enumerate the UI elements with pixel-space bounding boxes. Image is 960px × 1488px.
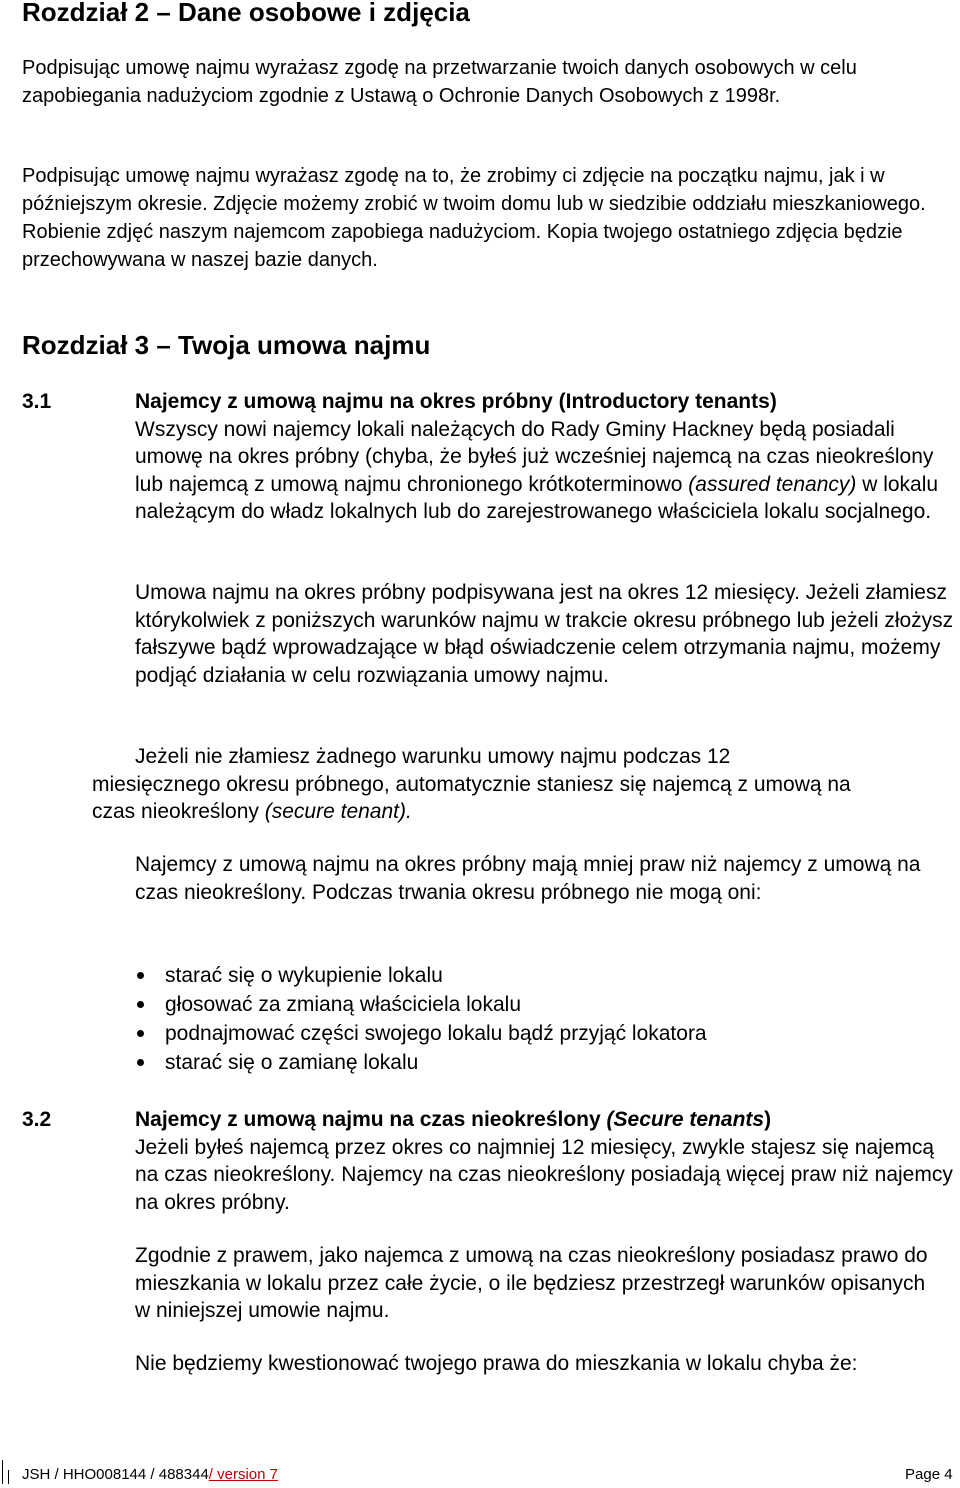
list-item: starać się o wykupienie lokalu bbox=[137, 961, 937, 990]
section-3-2-number: 3.2 bbox=[22, 1108, 52, 1131]
restrictions-list bbox=[137, 961, 937, 1077]
section-3-2-title: Najemcy z umową najmu na czas nieokreślony (Secure tenants) bbox=[135, 1108, 772, 1131]
section-3-1-body bbox=[135, 388, 957, 526]
chapter-2-heading: Rozdział 2 – Dane osobowe i zdjęcia bbox=[22, 0, 470, 27]
version-link[interactable]: / version 7 bbox=[208, 1466, 278, 1483]
footer-rule-2 bbox=[8, 1470, 9, 1484]
document-reference: JSH / HHO008144 / 488344/ version 7 bbox=[22, 1466, 278, 1483]
section-3-1-title: Najemcy z umową najmu na okres próbny (Introductory tenants) bbox=[135, 390, 777, 413]
bullet-icon bbox=[137, 1001, 144, 1008]
section-3-2-paragraph-1: Jeżeli byłeś najemcą przez okres co najmniej 12 miesięcy, zwykle stajesz się najemcą na czas nieokreślony. Najemcy na czas nieokreślony posiadają więcej praw niż najemcy na okres próbny. bbox=[135, 1135, 953, 1214]
footer-rule bbox=[2, 1460, 3, 1484]
bullet-icon bbox=[137, 1059, 144, 1066]
list-item: starać się o zamianę lokalu bbox=[137, 1048, 937, 1077]
section-3-1-paragraph-2: Umowa najmu na okres próbny podpisywana jest na okres 12 miesięcy. Jeżeli złamiesz którykolwiek z poniższych warunków najmu w trakcie okresu próbnego lub jeżeli złożysz fałszywe bądź wprowadzające w błąd oświadczenie celem otrzymania najmu, możemy podjąć działania w celu rozwiązania umowy najmu. bbox=[135, 581, 954, 687]
list-item: podnajmować części swojego lokalu bądź przyjąć lokatora bbox=[137, 1019, 937, 1048]
chapter-3-heading: Rozdział 3 – Twoja umowa najmu bbox=[22, 330, 431, 360]
section-3-2-paragraph-2: Zgodnie z prawem, jako najemca z umową na czas nieokreślony posiadasz prawo do mieszkania w lokalu przez całe życie, o ile będziesz przestrzegł warunków opisanych w niniejszej umowie najmu. bbox=[135, 1244, 928, 1322]
chapter-2-paragraph-2: Podpisując umowę najmu wyrażasz zgodę na to, że zrobimy ci zdjęcie na początku najmu, jak i w późniejszym okresie. Zdjęcie możemy zrobić w twoim domu lub w siedzibie oddziału mieszkaniowego. Robienie zdjęć naszym najemcom zapobiega nadużyciom. Kopia twojego ostatniego zdjęcia będzie przechowywana w naszej bazie danych. bbox=[22, 165, 926, 271]
section-3-2-paragraph-3: Nie będziemy kwestionować twojego prawa do mieszkania w lokalu chyba że: bbox=[135, 1352, 858, 1375]
section-3-1-paragraph-1: Wszyscy nowi najemcy lokali należących do Rady Gminy Hackney będą posiadali umowę na okres próbny (chyba, że byłeś już wcześniej najemcą na czas nieokreślony lub najemcą z umową najmu chronionego krótkoterminowo (assured tenancy) w lokalu należącym do władz lokalnych lub do zarejestrowanego właściciela lokalu socjalnego. bbox=[135, 417, 939, 523]
section-3-1-number: 3.1 bbox=[22, 390, 52, 413]
list-item: głosować za zmianą właściciela lokalu bbox=[137, 990, 937, 1019]
bullet-icon bbox=[137, 972, 144, 979]
section-3-2-body bbox=[135, 1106, 957, 1216]
chapter-2-paragraph-1: Podpisując umowę najmu wyrażasz zgodę na przetwarzanie twoich danych osobowych w celu zapobiegania nadużyciom zgodnie z Ustawą o Ochronie Danych Osobowych z 1998r. bbox=[22, 57, 857, 107]
section-3-1-paragraph-3: Jeżeli nie złamiesz żadnego warunku umowy najmu podczas 12 miesięcznego okresu próbnego, automatycznie staniesz się najemcą z umową na czas nieokreślony (secure tenant). bbox=[92, 745, 851, 823]
page-number: Page 4 bbox=[905, 1466, 953, 1483]
bullet-icon bbox=[137, 1030, 144, 1037]
section-3-1-paragraph-4: Najemcy z umową najmu na okres próbny mają mniej praw niż najemcy z umową na czas nieokreślony. Podczas trwania okresu próbnego nie mogą oni: bbox=[135, 853, 921, 904]
